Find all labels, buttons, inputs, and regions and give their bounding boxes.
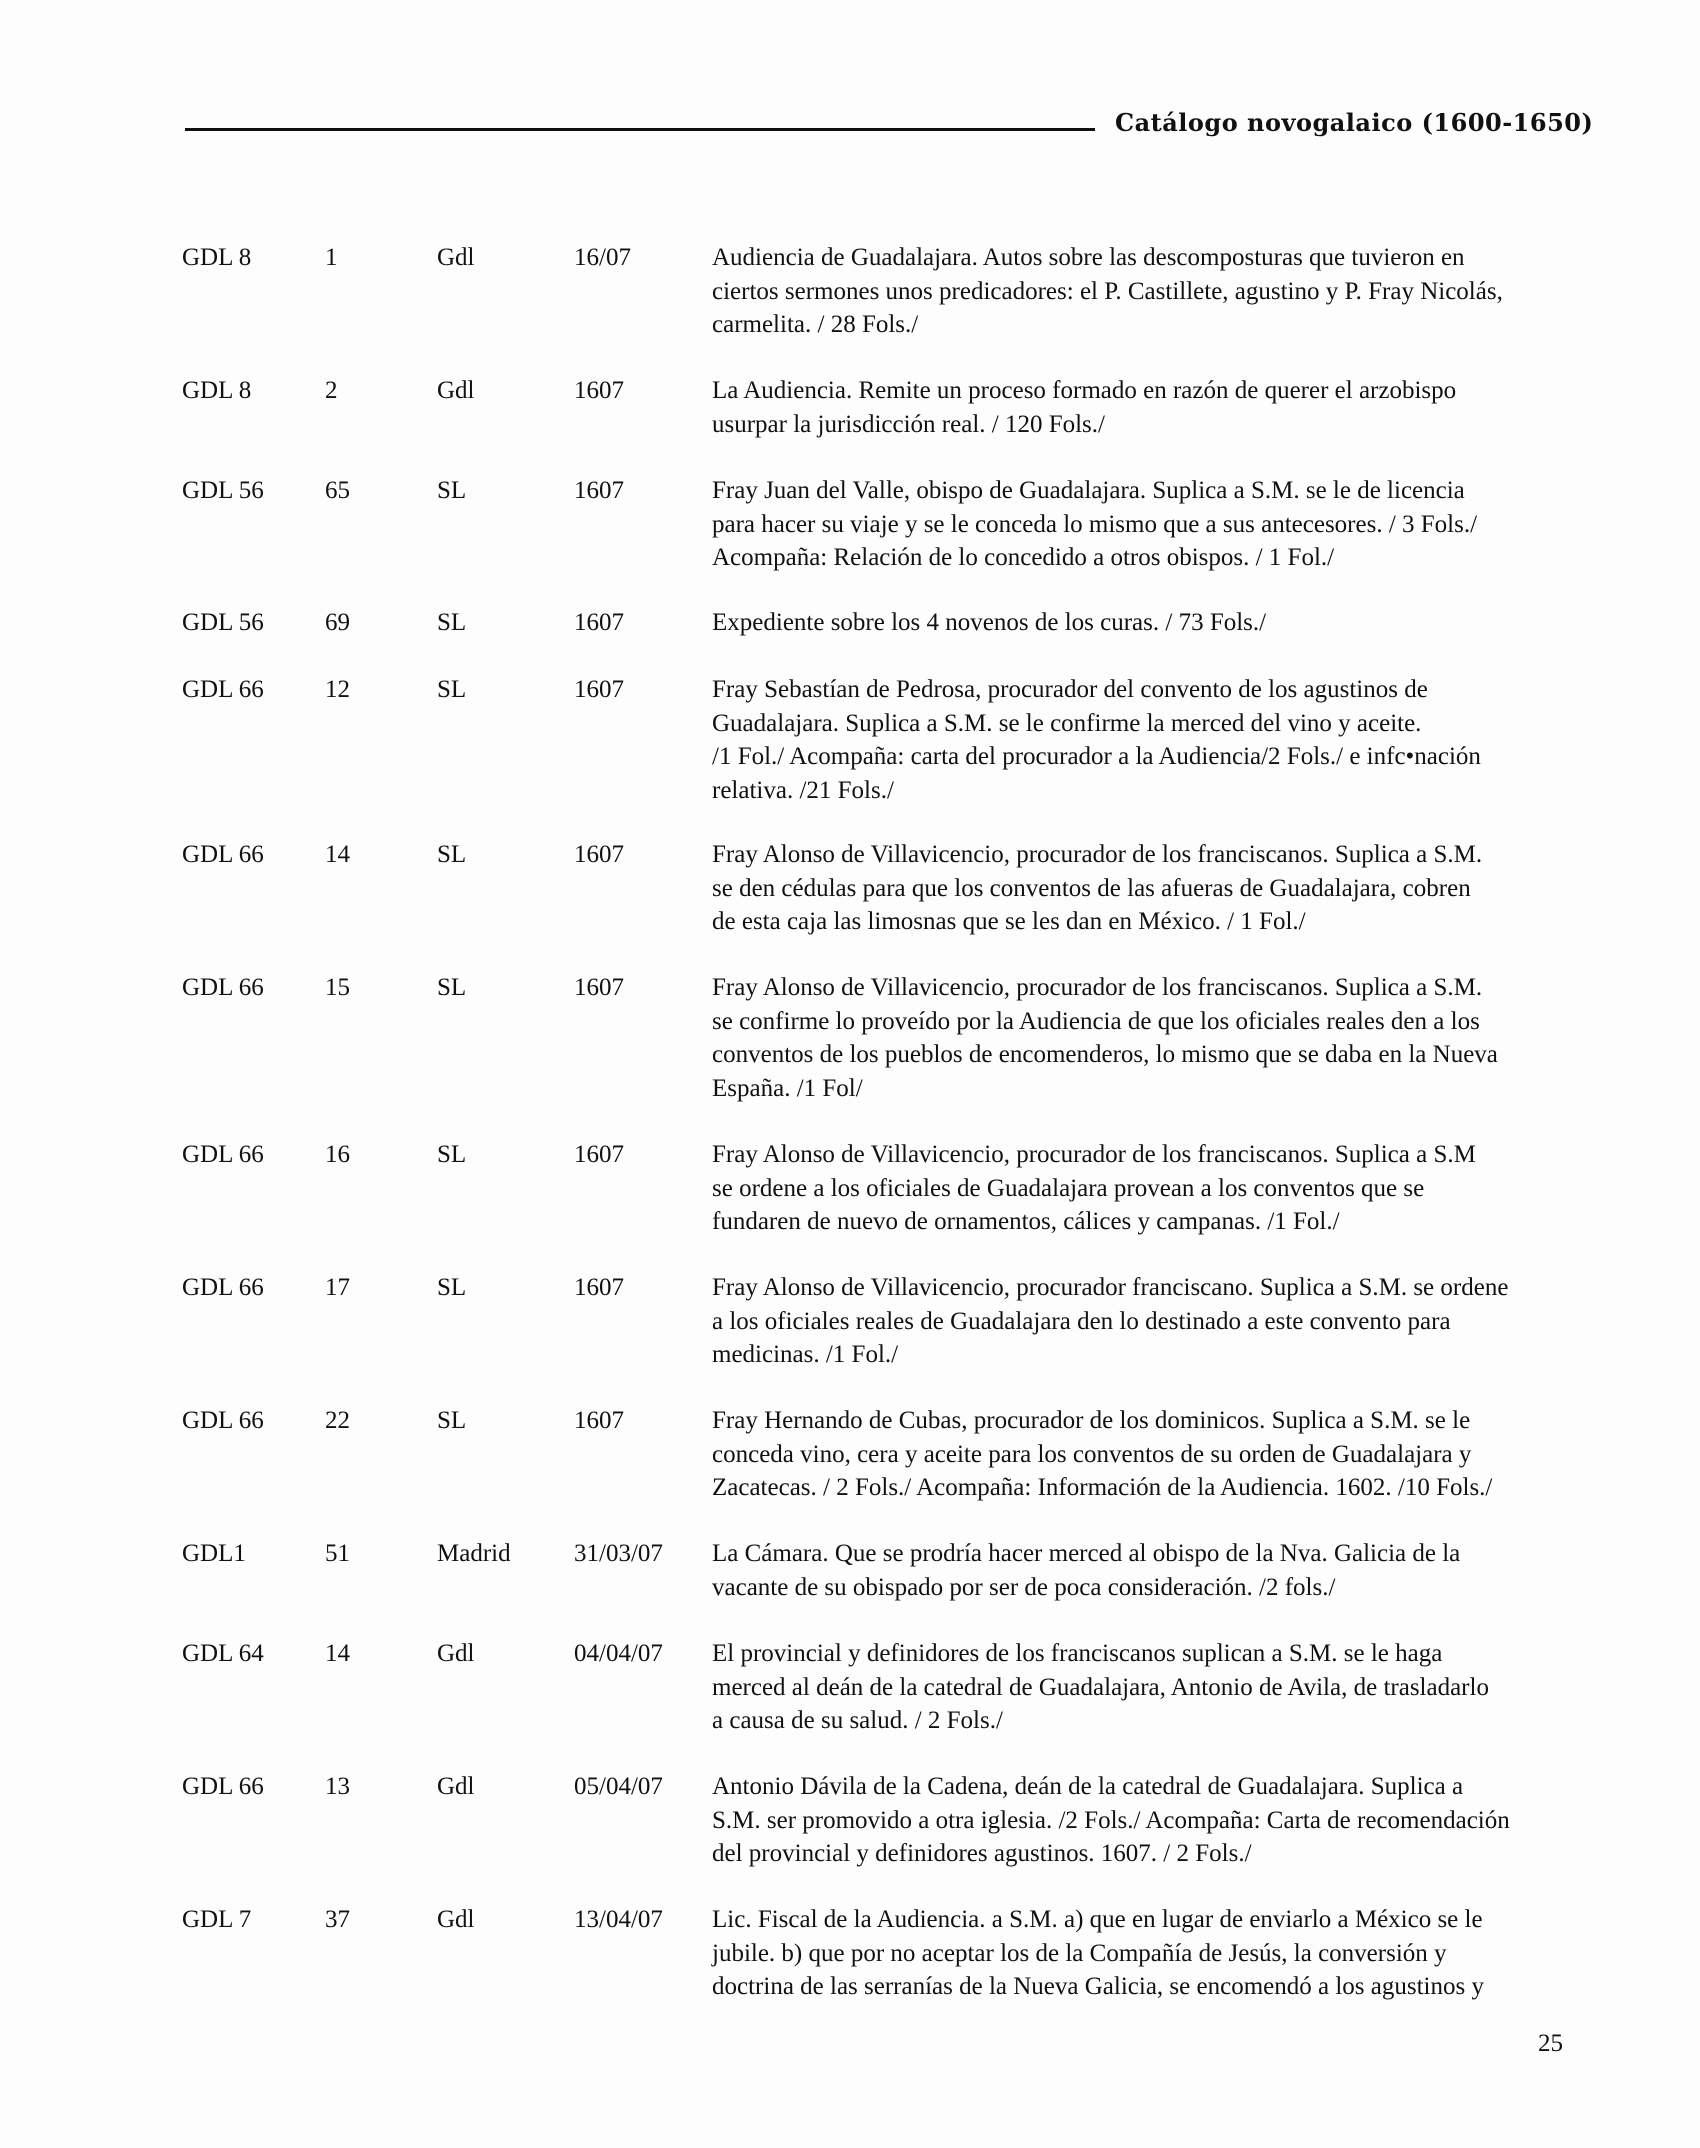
description-line: se ordene a los oficiales de Guadalajara provean a los conventos que se xyxy=(712,1174,1425,1202)
legajo-number: GDL1 xyxy=(182,1540,246,1567)
entry-description xyxy=(712,673,1592,807)
description-line: Fray Alonso de Villavicencio, procurador de los franciscanos. Suplica a S.M. xyxy=(712,841,1483,868)
entry-description xyxy=(712,838,1592,939)
place: Gdl xyxy=(437,1773,475,1800)
document-number: 22 xyxy=(325,1407,350,1434)
place: SL xyxy=(437,841,467,868)
description-line: Acompaña: Relación de lo concedido a otros obispos. / 1 Fol./ xyxy=(712,544,1335,571)
description-line: El provincial y definidores de los franciscanos suplican a S.M. se le haga xyxy=(712,1640,1443,1667)
place: SL xyxy=(437,1407,467,1434)
legajo-number: GDL 8 xyxy=(182,244,252,271)
document-number: 69 xyxy=(325,609,350,636)
description-line: a causa de su salud. / 2 Fols./ xyxy=(712,1707,1003,1734)
legajo-number: GDL 66 xyxy=(182,841,264,868)
date: 1607 xyxy=(574,974,624,1001)
entry-description xyxy=(712,1138,1592,1239)
place: SL xyxy=(437,1274,467,1301)
date: 1607 xyxy=(574,841,624,868)
entry-description xyxy=(712,241,1592,342)
description-line: Fray Alonso de Villavicencio, procurador franciscano. Suplica a S.M. se ordene xyxy=(712,1274,1509,1301)
document-number: 37 xyxy=(325,1906,350,1933)
description-line: se den cédulas para que los conventos de las afueras de Guadalajara, cobren xyxy=(712,874,1471,902)
description-line: Antonio Dávila de la Cadena, deán de la catedral de Guadalajara. Suplica a xyxy=(712,1773,1464,1800)
description-line: vacante de su obispado por ser de poca consideración. /2 fols./ xyxy=(712,1573,1336,1601)
description-line: de esta caja las limosnas que se les dan en México. / 1 Fol./ xyxy=(712,908,1306,935)
entry-description xyxy=(712,1637,1592,1738)
document-number: 14 xyxy=(325,841,350,868)
description-line: Expediente sobre los 4 novenos de los curas. / 73 Fols./ xyxy=(712,609,1267,636)
description-line: Audiencia de Guadalajara. Autos sobre las descomposturas que tuvieron en xyxy=(712,244,1465,271)
description-line: conceda vino, cera y aceite para los conventos de su orden de Guadalajara y xyxy=(712,1440,1472,1468)
date: 1607 xyxy=(574,377,624,404)
place: Gdl xyxy=(437,377,475,404)
description-line: merced al deán de la catedral de Guadalajara, Antonio de Avila, de trasladarlo xyxy=(712,1673,1489,1701)
entry-description xyxy=(712,1770,1592,1871)
description-line: se confirme lo proveído por la Audiencia de que los oficiales reales den a los xyxy=(712,1007,1480,1035)
entry-description xyxy=(712,374,1592,441)
legajo-number: GDL 66 xyxy=(182,1407,264,1434)
description-line: Zacatecas. / 2 Fols./ Acompaña: Información de la Audiencia. 1602. /10 Fols./ xyxy=(712,1474,1493,1501)
place: Gdl xyxy=(437,1640,475,1667)
legajo-number: GDL 66 xyxy=(182,974,264,1001)
date: 04/04/07 xyxy=(574,1640,663,1667)
document-number: 65 xyxy=(325,477,350,504)
description-line: Fray Alonso de Villavicencio, procurador de los franciscanos. Suplica a S.M. xyxy=(712,974,1483,1001)
place: Gdl xyxy=(437,244,475,271)
document-number: 1 xyxy=(325,244,338,271)
document-number: 16 xyxy=(325,1141,350,1168)
description-line: /1 Fol./ Acompaña: carta del procurador a la Audiencia/2 Fols./ e infc•nación xyxy=(712,743,1481,770)
entry-description xyxy=(712,1271,1592,1372)
date: 05/04/07 xyxy=(574,1773,663,1800)
place: SL xyxy=(437,1141,467,1168)
date: 1607 xyxy=(574,1274,624,1301)
document-number: 13 xyxy=(325,1773,350,1800)
legajo-number: GDL 56 xyxy=(182,477,264,504)
date: 1607 xyxy=(574,1141,624,1168)
place: SL xyxy=(437,974,467,1001)
description-line: Guadalajara. Suplica a S.M. se le confirme la merced del vino y aceite. xyxy=(712,709,1422,737)
legajo-number: GDL 66 xyxy=(182,1141,264,1168)
description-line: fundaren de nuevo de ornamentos, cálices y campanas. /1 Fol./ xyxy=(712,1208,1340,1235)
entry-description xyxy=(712,1903,1592,2004)
description-line: Lic. Fiscal de la Audiencia. a S.M. a) que en lugar de enviarlo a México se le xyxy=(712,1906,1483,1933)
description-line: del provincial y definidores agustinos. 1607. / 2 Fols./ xyxy=(712,1840,1252,1867)
legajo-number: GDL 66 xyxy=(182,1274,264,1301)
date: 1607 xyxy=(574,477,624,504)
legajo-number: GDL 64 xyxy=(182,1640,264,1667)
place: SL xyxy=(437,676,467,703)
description-line: Fray Juan del Valle, obispo de Guadalajara. Suplica a S.M. se le de licencia xyxy=(712,477,1465,504)
entry-description xyxy=(712,606,1592,640)
legajo-number: GDL 8 xyxy=(182,377,252,404)
date: 13/04/07 xyxy=(574,1906,663,1933)
place: SL xyxy=(437,609,467,636)
document-number: 51 xyxy=(325,1540,350,1567)
document-number: 15 xyxy=(325,974,350,1001)
description-line: carmelita. / 28 Fols./ xyxy=(712,311,919,338)
date: 1607 xyxy=(574,609,624,636)
document-number: 2 xyxy=(325,377,338,404)
description-line: relativa. /21 Fols./ xyxy=(712,776,894,804)
date: 16/07 xyxy=(574,244,631,271)
description-line: doctrina de las serranías de la Nueva Galicia, se encomendó a los agustinos y xyxy=(712,1973,1484,2000)
description-line: para hacer su viaje y se le conceda lo mismo que a sus antecesores. / 3 Fols./ xyxy=(712,510,1478,538)
description-line: ciertos sermones unos predicadores: el P. Castillete, agustino y P. Fray Nicolás, xyxy=(712,277,1503,305)
page-number: 25 xyxy=(1538,2030,1563,2057)
date: 1607 xyxy=(574,1407,624,1434)
description-line: jubile. b) que por no aceptar los de la Compañía de Jesús, la conversión y xyxy=(712,1939,1447,1967)
running-header: Catálogo novogalaico (1600-1650) xyxy=(1115,108,1594,137)
description-line: La Audiencia. Remite un proceso formado en razón de querer el arzobispo xyxy=(712,377,1457,404)
description-line: usurpar la jurisdicción real. / 120 Fols./ xyxy=(712,410,1105,438)
place: Gdl xyxy=(437,1906,475,1933)
description-line: Fray Hernando de Cubas, procurador de los dominicos. Suplica a S.M. se le xyxy=(712,1407,1471,1434)
document-number: 17 xyxy=(325,1274,350,1301)
document-number: 14 xyxy=(325,1640,350,1667)
description-line: España. /1 Fol/ xyxy=(712,1074,863,1102)
entry-description xyxy=(712,1404,1592,1505)
description-line: a los oficiales reales de Guadalajara den lo destinado a este convento para xyxy=(712,1307,1451,1335)
description-line: Fray Alonso de Villavicencio, procurador de los franciscanos. Suplica a S.M xyxy=(712,1141,1476,1168)
legajo-number: GDL 56 xyxy=(182,609,264,636)
place: SL xyxy=(437,477,467,504)
description-line: S.M. ser promovido a otra iglesia. /2 Fols./ Acompaña: Carta de recomendación xyxy=(712,1806,1510,1834)
place: Madrid xyxy=(437,1540,511,1567)
legajo-number: GDL 7 xyxy=(182,1906,252,1933)
date: 31/03/07 xyxy=(574,1540,663,1567)
legajo-number: GDL 66 xyxy=(182,676,264,703)
description-line: conventos de los pueblos de encomenderos, lo mismo que se daba en la Nueva xyxy=(712,1041,1498,1068)
legajo-number: GDL 66 xyxy=(182,1773,264,1800)
entry-description xyxy=(712,971,1592,1105)
date: 1607 xyxy=(574,676,624,703)
description-line: medicinas. /1 Fol./ xyxy=(712,1341,899,1368)
description-line: Fray Sebastían de Pedrosa, procurador del convento de los agustinos de xyxy=(712,676,1428,703)
entry-description xyxy=(712,474,1592,575)
description-line: La Cámara. Que se prodría hacer merced al obispo de la Nva. Galicia de la xyxy=(712,1540,1461,1567)
document-number: 12 xyxy=(325,676,350,703)
entry-description xyxy=(712,1537,1592,1604)
